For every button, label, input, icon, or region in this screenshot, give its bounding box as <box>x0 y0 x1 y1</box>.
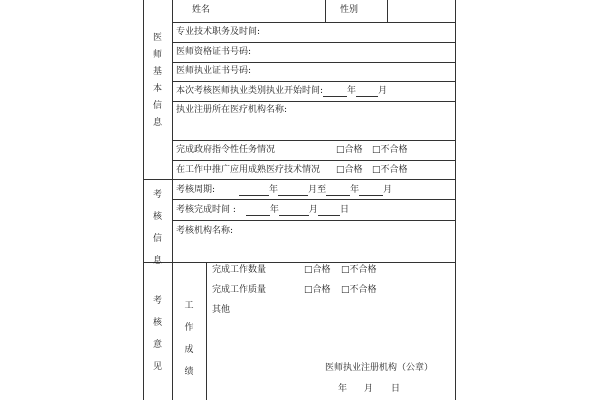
section-exam-info <box>143 184 172 272</box>
complete-month-blank[interactable] <box>279 206 309 216</box>
section-line <box>143 262 455 263</box>
gender-cell-divider <box>387 0 388 22</box>
section-basic-info <box>143 30 172 132</box>
complete-year-unit: 年 <box>269 205 279 215</box>
task2-fail-checkbox[interactable]: □不合格 <box>372 165 408 175</box>
task1-label: 完成政府指令性任务情况 <box>176 145 276 155</box>
stamp-label: 医师执业注册机构（公章） <box>325 363 434 373</box>
year-blank[interactable] <box>323 87 347 97</box>
vertical-label-char: 师 <box>152 50 162 60</box>
row-line <box>172 101 455 102</box>
name-cell-divider <box>325 0 326 22</box>
exam-complete-row[interactable] <box>176 205 349 216</box>
practice-start-row[interactable] <box>176 86 387 97</box>
quantity-fail-checkbox[interactable]: □不合格 <box>341 265 377 275</box>
footer-date-year: 年 <box>338 384 348 394</box>
row-line <box>172 62 455 63</box>
vertical-label-char: 绩 <box>184 367 194 377</box>
name-label: 姓名 <box>192 5 211 15</box>
gender-label: 性别 <box>340 5 359 15</box>
quality-fail-checkbox[interactable]: □不合格 <box>341 285 377 295</box>
exam-org-field[interactable]: 考核机构名称: <box>176 226 234 236</box>
period-start-year-blank[interactable] <box>239 186 269 196</box>
section-work-results <box>172 295 206 383</box>
task2-label: 在工作中推广应用成熟医疗技术情况 <box>176 165 321 175</box>
period-end-month-unit: 月 <box>383 185 393 195</box>
vertical-label-char: 息 <box>152 256 162 266</box>
complete-day-unit: 日 <box>339 205 349 215</box>
row-line <box>172 160 455 161</box>
row-line <box>172 42 455 43</box>
footer-date-month: 月 <box>364 384 374 394</box>
complete-year-blank[interactable] <box>246 206 270 216</box>
vertical-label-char: 工 <box>184 301 194 311</box>
work-other-field[interactable]: 其他 <box>212 305 231 315</box>
table-border-right <box>455 0 456 400</box>
qualification-cert-field[interactable]: 医师资格证书号码: <box>176 47 252 57</box>
vertical-label-char: 医 <box>152 33 162 43</box>
vertical-label-char: 考 <box>152 296 162 306</box>
exam-period-row[interactable] <box>176 185 392 196</box>
practice-start-label: 本次考核医师执业类别执业开始时间: <box>176 86 324 96</box>
work-column-divider <box>206 262 207 400</box>
footer-date-day: 日 <box>391 384 401 394</box>
exam-complete-label: 考核完成时间 : <box>176 205 236 215</box>
practice-cert-field[interactable]: 医师执业证书号码: <box>176 66 252 76</box>
vertical-label-char: 见 <box>152 362 162 372</box>
complete-day-blank[interactable] <box>318 206 340 216</box>
vertical-label-char: 信 <box>152 101 162 111</box>
title-time-field[interactable]: 专业技术职务及时间: <box>176 27 261 37</box>
period-end-year-blank[interactable] <box>326 186 350 196</box>
exam-period-label: 考核周期: <box>176 185 216 195</box>
work-quantity-label: 完成工作数量 <box>212 265 267 275</box>
period-to-unit: 月至 <box>308 185 327 195</box>
vertical-label-char: 基 <box>152 67 162 77</box>
vertical-label-char: 考 <box>152 190 162 200</box>
period-start-month-blank[interactable] <box>278 186 308 196</box>
complete-month-unit: 月 <box>308 205 318 215</box>
quality-pass-checkbox[interactable]: □合格 <box>304 285 331 295</box>
vertical-label-char: 意 <box>152 340 162 350</box>
row-line <box>172 81 455 82</box>
task1-fail-checkbox[interactable]: □不合格 <box>372 145 408 155</box>
quantity-pass-checkbox[interactable]: □合格 <box>304 265 331 275</box>
row-line <box>172 140 455 141</box>
vertical-label-char: 信 <box>152 234 162 244</box>
month-unit: 月 <box>378 86 388 96</box>
row-line <box>172 22 455 23</box>
month-blank[interactable] <box>356 87 378 97</box>
row-line <box>172 199 455 200</box>
vertical-label-char: 本 <box>152 84 162 94</box>
vertical-label-char: 成 <box>184 345 194 355</box>
row-line <box>172 220 455 221</box>
period-end-year-unit: 年 <box>350 185 360 195</box>
vertical-label-char: 作 <box>184 323 194 333</box>
task1-pass-checkbox[interactable]: □合格 <box>336 145 363 155</box>
period-year-unit: 年 <box>269 185 279 195</box>
vertical-label-char: 息 <box>152 118 162 128</box>
year-unit: 年 <box>347 86 357 96</box>
section-line <box>143 179 455 180</box>
section-opinion <box>143 290 172 378</box>
vertical-label-char: 核 <box>152 318 162 328</box>
work-quality-label: 完成工作质量 <box>212 285 267 295</box>
institution-field[interactable]: 执业注册所在医疗机构名称: <box>176 105 288 115</box>
task2-pass-checkbox[interactable]: □合格 <box>336 165 363 175</box>
period-end-month-blank[interactable] <box>359 186 383 196</box>
vertical-label-char: 核 <box>152 212 162 222</box>
